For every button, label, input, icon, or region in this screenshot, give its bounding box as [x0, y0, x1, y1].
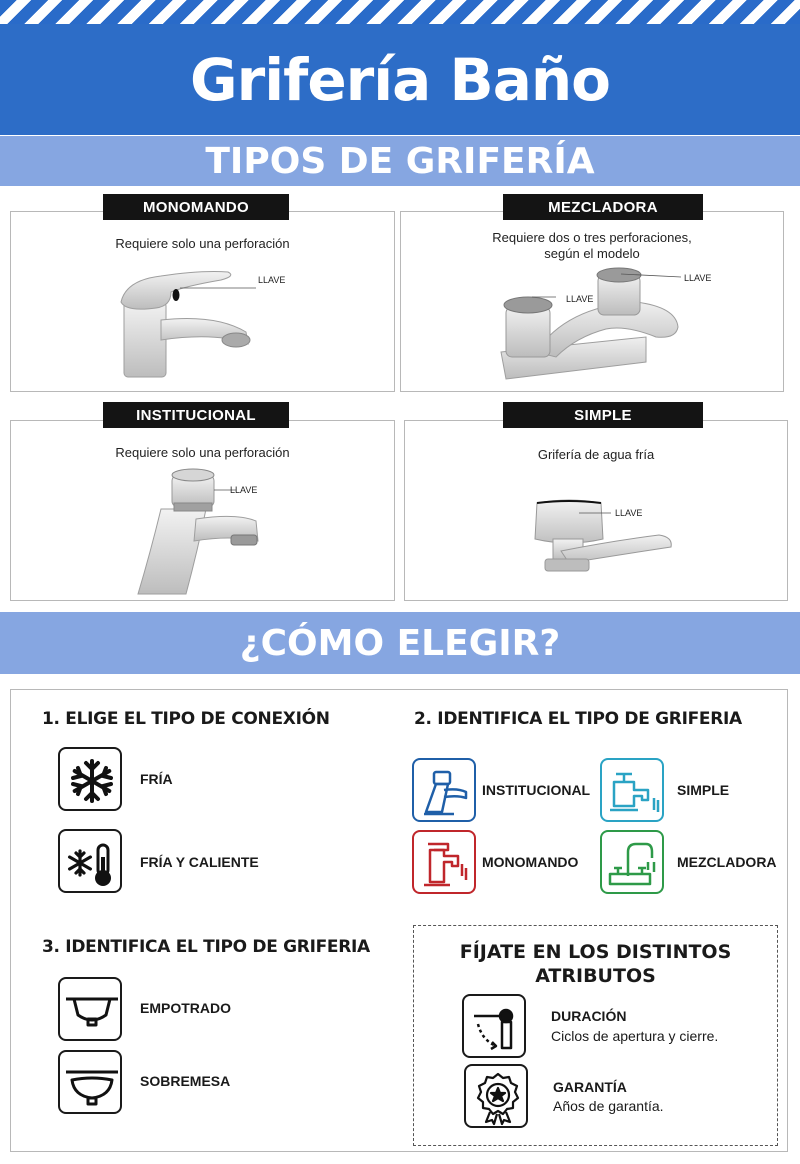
monomando-description: Requiere solo una perforación [115, 236, 290, 251]
institucional-llave-label: LLAVE [230, 485, 258, 495]
institucional-icon-box [412, 758, 476, 822]
option-monomando: MONOMANDO [482, 854, 579, 870]
sobremesa-icon-box [58, 1050, 122, 1114]
option-institucional: INSTITUCIONAL [482, 782, 591, 798]
snowflake-icon [60, 749, 124, 813]
attribute-garantia-name: GARANTÍA [553, 1079, 627, 1095]
simple-description: Grifería de agua fría [537, 447, 655, 462]
faucet-icon-simple [602, 760, 666, 824]
step1-title: 1. ELIGE EL TIPO DE CONEXIÓN [42, 709, 330, 729]
simple-llave-label: LLAVE [615, 508, 643, 518]
empotrado-icon-box [58, 977, 122, 1041]
option-mezcladora: MEZCLADORA [677, 854, 777, 870]
card-monomando [10, 211, 395, 392]
institucional-faucet-icon [136, 469, 286, 599]
option-simple: SIMPLE [677, 782, 730, 798]
mezcladora-icon-box [600, 830, 664, 894]
option-empotrado: EMPOTRADO [140, 1000, 231, 1016]
institucional-description: Requiere solo una perforación [115, 445, 290, 460]
section-title-como: ¿CÓMO ELEGIR? [239, 622, 561, 664]
attributes-title [414, 940, 777, 988]
fria-icon-box [58, 747, 122, 811]
section-band-tipos [0, 136, 800, 186]
card-institucional [10, 420, 395, 601]
mezcladora-description-line1: Requiere dos o tres perforaciones, [492, 230, 692, 245]
garantia-icon-box [464, 1064, 528, 1128]
monomando-icon-box [412, 830, 476, 894]
tag-monomando: MONOMANDO [103, 194, 289, 220]
faucet-icon-monomando [414, 832, 478, 896]
card-mezcladora [400, 211, 784, 392]
option-fria-caliente: FRÍA Y CALIENTE [140, 854, 259, 870]
lever-faucet-icon [464, 996, 528, 1060]
option-sobremesa: SOBREMESA [140, 1073, 231, 1089]
step3-title: 3. IDENTIFICA EL TIPO DE GRIFERIA [42, 937, 370, 957]
tag-institucional: INSTITUCIONAL [103, 402, 289, 428]
mezcladora-llave-label-left: LLAVE [566, 294, 594, 304]
page-title: Grifería Baño [190, 45, 610, 114]
basin-empotrado-icon [60, 979, 124, 1043]
page-header [0, 24, 800, 135]
attributes-title-line2: ATRIBUTOS [535, 965, 656, 987]
thermometer-icon [60, 831, 124, 895]
mezcladora-description-line2: según el modelo [544, 246, 640, 261]
tag-simple: SIMPLE [503, 402, 703, 428]
attribute-duracion-desc: Ciclos de apertura y cierre. [551, 1028, 719, 1044]
option-fria: FRÍA [140, 771, 173, 787]
attributes-title-line1: FÍJATE EN LOS DISTINTOS [459, 941, 732, 963]
section-title-tipos: TIPOS DE GRIFERÍA [205, 140, 595, 182]
card-simple [404, 420, 788, 601]
warranty-badge-icon [466, 1066, 530, 1130]
step2-title: 2. IDENTIFICA EL TIPO DE GRIFERIA [414, 709, 742, 729]
attribute-garantia-desc: Años de garantía. [553, 1098, 664, 1114]
mezcladora-llave-label-right: LLAVE [684, 273, 712, 283]
faucet-icon-institucional [414, 760, 478, 824]
simple-icon-box [600, 758, 664, 822]
decorative-stripes [0, 0, 800, 24]
tag-mezcladora: MEZCLADORA [503, 194, 703, 220]
attribute-duracion-name: DURACIÓN [551, 1008, 627, 1024]
simple-faucet-icon [531, 495, 681, 585]
section-band-como [0, 612, 800, 674]
faucet-icon-mezcladora [602, 832, 666, 896]
monomando-llave-label: LLAVE [258, 275, 286, 285]
fria-caliente-icon-box [58, 829, 122, 893]
duracion-icon-box [462, 994, 526, 1058]
mezcladora-faucet-icon [496, 267, 686, 387]
basin-sobremesa-icon [60, 1052, 124, 1116]
